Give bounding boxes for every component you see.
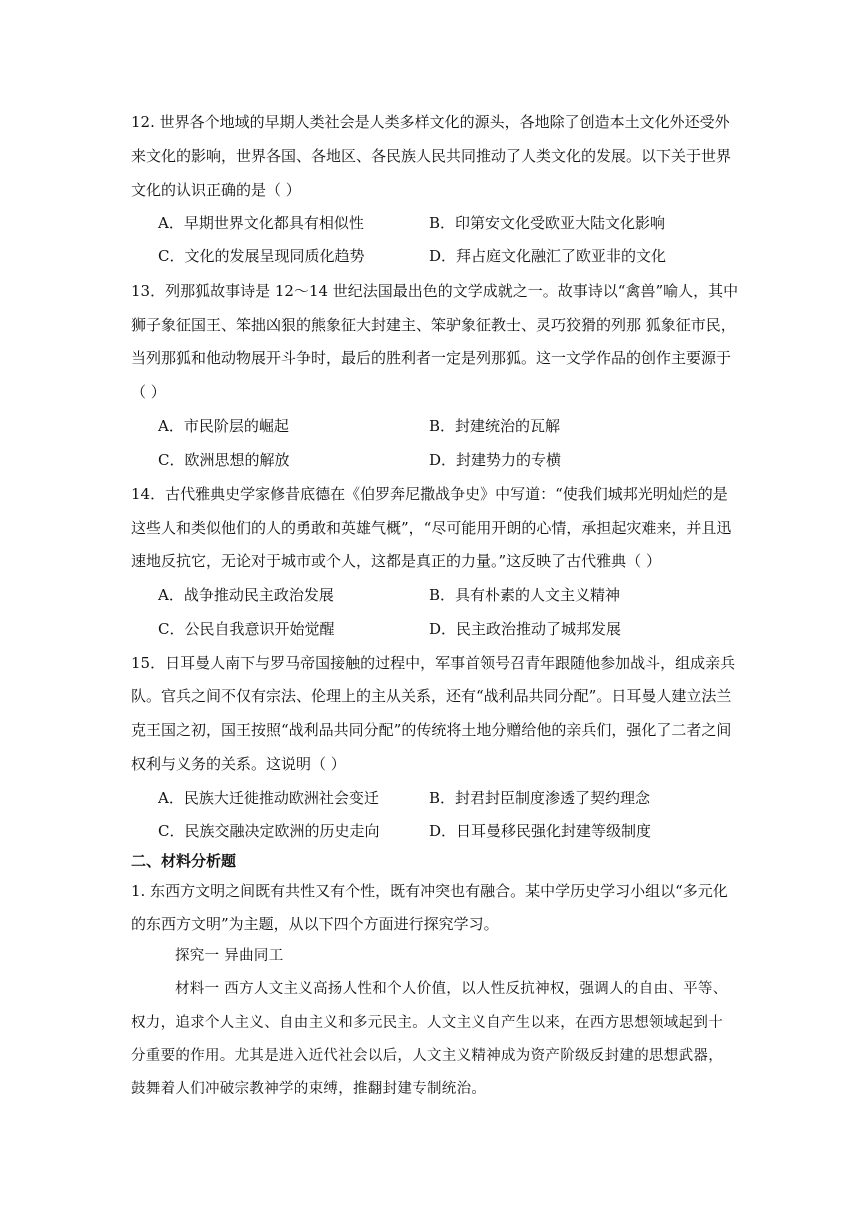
q12-option-c: C．文化的发展呈现同质化趋势 <box>158 247 365 265</box>
q14-option-d: D．民主政治推动了城邦发展 <box>429 620 622 638</box>
section-heading: 二、材料分析题 <box>131 852 237 870</box>
s2-q1-line-1: 1. 东西方文明之间既有共性又有个性，既有冲突也有融合。某中学历史学习小组以“多元化 <box>131 882 728 900</box>
q15-option-d: D．日耳曼移民强化封建等级制度 <box>429 822 652 840</box>
q15-option-a: A．民族大迁徙推动欧洲社会变迁 <box>158 789 379 807</box>
q14-line-3: 速地反抗它，无论对于城市或个人，这都是真正的力量。”这反映了古代雅典（ ） <box>131 552 661 570</box>
q12-line-3: 文化的认识正确的是（ ） <box>131 181 301 199</box>
q14-line-1: 14．古代雅典史学家修昔底德在《伯罗奔尼撒战争史》中写道：“使我们城邦光明灿烂的是 <box>131 485 728 503</box>
q13-line-2: 狮子象征国王、笨拙凶狠的熊象征大封建主、笨驴象征教士、灵巧狡猾的列那 狐象征市民， <box>131 316 736 334</box>
q13-option-a: A．市民阶层的崛起 <box>158 417 289 435</box>
q14-option-c: C．公民自我意识开始觉醒 <box>158 620 335 638</box>
q14-line-2: 这些人和类似他们的人的勇敢和英雄气概”，“尽可能用开朗的心情，承担起灾难来，并且迅 <box>131 519 732 537</box>
q13-option-b: B．封建统治的瓦解 <box>429 417 561 435</box>
q15-option-b: B．封君封臣制度渗透了契约理念 <box>429 789 651 807</box>
s2-q1-line-2: 的东西方文明”为主题，从以下四个方面进行探究学习。 <box>131 915 499 933</box>
q12-line-2: 来文化的影响，世界各国、各地区、各民族人民共同推动了人类文化的发展。以下关于世界 <box>131 147 732 165</box>
q15-line-1: 15．日耳曼人南下与罗马帝国接触的过程中，军事首领号召青年跟随他参加战斗，组成亲兵 <box>131 654 736 672</box>
inquiry-title: 探究一 异曲同工 <box>175 948 284 964</box>
q13-line-1: 13．列那狐故事诗是 12～14 世纪法国最出色的文学成就之一。故事诗以“禽兽”喻人，其中 <box>131 282 739 300</box>
q12-option-d: D．拜占庭文化融汇了欧亚非的文化 <box>429 247 667 265</box>
material-line-4: 鼓舞着人们冲破宗教神学的束缚，推翻封建专制统治。 <box>131 1081 487 1097</box>
q12-option-b: B．印第安文化受欧亚大陆文化影响 <box>429 214 666 232</box>
q15-line-4: 权利与义务的关系。这说明（ ） <box>131 755 346 773</box>
q14-option-b: B．具有朴素的人文主义精神 <box>429 586 621 604</box>
q12-line-1: 12. 世界各个地域的早期人类社会是人类多样文化的源头，各地除了创造本土文化外还受外 <box>131 113 730 131</box>
material-line-3: 分重要的作用。尤其是进入近代社会以后，人文主义精神成为资产阶级反封建的思想武器， <box>131 1048 723 1064</box>
q13-option-c: C．欧洲思想的解放 <box>158 451 290 469</box>
q15-line-3: 克王国之初，国王按照“战利品共同分配”的传统将土地分赠给他的亲兵们，强化了二者之间 <box>131 721 732 739</box>
q15-option-c: C．民族交融决定欧洲的历史走向 <box>158 822 380 840</box>
q15-line-2: 队。官兵之间不仅有宗法、伦理上的主从关系，还有“战利品共同分配”。日耳曼人建立法兰 <box>131 687 732 705</box>
q13-line-3: 当列那狐和他动物展开斗争时，最后的胜利者一定是列那狐。这一文学作品的创作主要源于 <box>131 349 732 367</box>
q14-option-a: A．战争推动民主政治发展 <box>158 586 334 604</box>
q13-line-4: （ ） <box>131 383 166 401</box>
material-line-2: 权力，追求个人主义、自由主义和多元民主。人文主义自产生以来，在西方思想领域起到十 <box>131 1015 723 1031</box>
material-line-1: 材料一 西方人文主义高扬人性和个人价值，以人性反抗神权，强调人的自由、平等、 <box>175 981 728 997</box>
q12-option-a: A．早期世界文化都具有相似性 <box>158 214 364 232</box>
q13-option-d: D．封建势力的专横 <box>429 451 562 469</box>
